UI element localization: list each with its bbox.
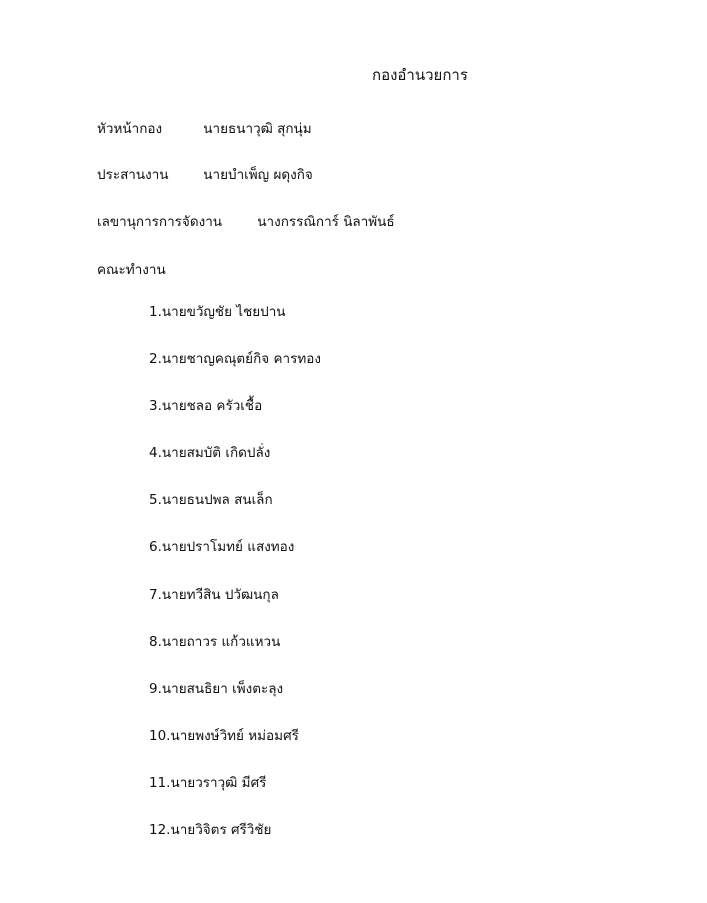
list-item: 12.นายวิจิตร ศรีวิชัย: [149, 822, 272, 839]
list-item: 11.นายวราวุฒิ มีศรี: [149, 774, 267, 791]
list-item: 1.นายขวัญชัย ไชยปาน: [149, 304, 286, 320]
list-item: 8.นายถาวร แก้วแหวน: [149, 633, 281, 650]
coordinator-name: นายบำเพ็ญ ผดุงกิจ: [203, 167, 313, 183]
list-item: 5.นายธนปพล สนเล็ก: [149, 492, 273, 509]
team-heading: คณะทำงาน: [97, 262, 166, 278]
head-label: หัวหน้ากอง: [97, 121, 163, 137]
list-item: 6.นายปราโมทย์ แสงทอง: [149, 539, 295, 556]
coordinator-label: ประสานงาน: [97, 167, 169, 183]
coordinator-row: [97, 163, 313, 185]
list-item: 10.นายพงษ์วิทย์ หม่อมศรี: [149, 727, 299, 744]
head-name: นายธนาวุฒิ สุกนุ่ม: [203, 121, 312, 137]
list-item: 2.นายชาญคณุตย์กิจ คารทอง: [149, 351, 321, 368]
list-item: 9.นายสนธิยา เพ็งตะลุง: [149, 680, 284, 697]
head-row: [97, 117, 312, 139]
member-list: [149, 303, 321, 868]
secretary-name: นางกรรณิการ์ นิลาพันธ์: [257, 214, 395, 230]
list-item: 7.นายทวีสิน ปวัฒนกุล: [149, 586, 279, 603]
list-item: 3.นายชลอ ครัวเชื้อ: [149, 398, 263, 415]
secretary-row: [97, 210, 395, 232]
secretary-label: เลขานุการการจัดงาน: [97, 214, 223, 230]
page-title: กองอำนวยการ: [372, 66, 468, 84]
list-item: 4.นายสมบัติ เกิดปลั่ง: [149, 445, 271, 462]
